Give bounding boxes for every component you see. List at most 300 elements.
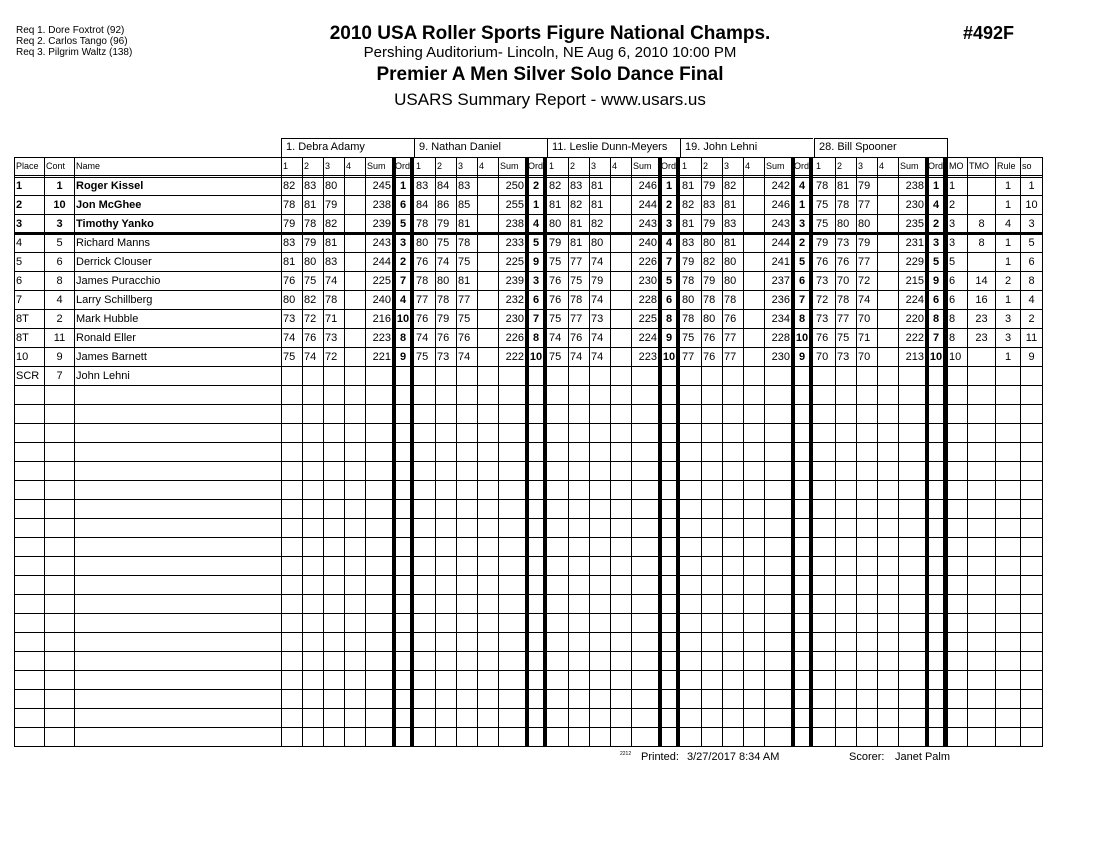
judge-header-5: 28. Bill Spooner <box>819 141 897 153</box>
grid-line <box>1020 157 1021 747</box>
score-cell <box>416 367 434 385</box>
ordinal-cell: 1 <box>798 199 806 211</box>
ordinal-cell: 1 <box>932 180 940 192</box>
score-cell: 78 <box>837 294 850 306</box>
grid-line <box>589 157 590 747</box>
sum-cell: 220 <box>905 313 924 325</box>
score-cell: 79 <box>549 237 562 249</box>
ordinal-cell: 5 <box>665 275 673 287</box>
score-cell: 85 <box>458 199 471 211</box>
score-cell: 76 <box>837 256 850 268</box>
score-cell <box>346 196 364 214</box>
sum-cell: 244 <box>638 199 657 211</box>
sum-cell: 243 <box>638 218 657 230</box>
score-cell: 83 <box>682 237 695 249</box>
place-cell: 3 <box>16 218 23 230</box>
score-cell <box>612 367 630 385</box>
sum-cell: 245 <box>372 180 391 192</box>
report-title: 2010 USA Roller Sports Figure National Champs. <box>329 23 771 44</box>
score-cell <box>745 196 763 214</box>
score-cell: 81 <box>549 199 562 211</box>
extra-cell-so <box>1022 367 1041 385</box>
score-cell <box>682 367 700 385</box>
extra-cell-mo: 1 <box>949 180 956 192</box>
score-cell: 81 <box>458 218 471 230</box>
ordinal-cell: 6 <box>932 294 940 306</box>
skater-name: Ronald Eller <box>76 332 136 344</box>
grid-line <box>568 157 569 747</box>
ordinal-cell: 7 <box>665 256 673 268</box>
skater-name: Mark Hubble <box>76 313 139 325</box>
extra-cell-tmo <box>969 348 994 366</box>
score-cell <box>479 329 497 347</box>
sum-cell: 225 <box>372 275 391 287</box>
ordinal-cell: 10 <box>662 351 676 363</box>
score-cell: 73 <box>437 351 450 363</box>
sum-cell: 232 <box>505 294 524 306</box>
extra-cell-mo: 2 <box>949 199 956 211</box>
sum-cell: 236 <box>771 294 790 306</box>
extra-cell-mo: 6 <box>949 275 956 287</box>
sum-cell: 230 <box>771 351 790 363</box>
ordinal-cell: 2 <box>399 256 407 268</box>
extra-cell-tmo: 23 <box>975 313 988 325</box>
score-cell <box>479 367 497 385</box>
ordinal-cell: 10 <box>396 313 410 325</box>
ordinal-cell: 8 <box>932 313 940 325</box>
score-cell: 79 <box>304 237 317 249</box>
ordinal-cell <box>529 367 543 385</box>
score-cell: 72 <box>304 313 317 325</box>
score-cell: 71 <box>325 313 338 325</box>
score-cell <box>879 272 897 290</box>
extra-cell-rule: 4 <box>1004 218 1012 230</box>
score-cell <box>612 348 630 366</box>
score-cell: 83 <box>458 180 471 192</box>
cont-cell: 5 <box>56 237 63 249</box>
score-cell <box>612 310 630 328</box>
scorer-label: Scorer: <box>849 751 885 763</box>
ordinal-cell: 7 <box>798 294 806 306</box>
score-cell: 73 <box>816 275 829 287</box>
sum-cell: 225 <box>505 256 524 268</box>
extra-cell-tmo <box>969 367 994 385</box>
cont-cell: 4 <box>56 294 63 306</box>
score-cell: 73 <box>837 351 850 363</box>
score-cell: 74 <box>591 294 604 306</box>
score-cell: 75 <box>682 332 695 344</box>
extra-cell-so: 8 <box>1028 275 1035 287</box>
score-cell <box>346 310 364 328</box>
place-cell: 8T <box>16 313 29 325</box>
column-header-j4-3: 3 <box>724 161 730 171</box>
column-header-j4-2: 2 <box>703 161 709 171</box>
sum-cell: 242 <box>771 180 790 192</box>
sum-cell: 238 <box>905 180 924 192</box>
score-cell <box>612 272 630 290</box>
score-cell: 79 <box>437 313 450 325</box>
score-cell <box>479 310 497 328</box>
column-header-j2-1: 1 <box>416 161 422 171</box>
ordinal-cell: 2 <box>932 218 940 230</box>
extra-cell-tmo: 16 <box>975 294 988 306</box>
score-cell <box>879 291 897 309</box>
extra-cell-tmo: 8 <box>978 218 985 230</box>
sum-cell: 238 <box>372 199 391 211</box>
extra-cell-so: 9 <box>1028 351 1035 363</box>
score-cell: 72 <box>858 275 871 287</box>
score-cell: 74 <box>304 351 317 363</box>
extra-cell-rule: 1 <box>1004 256 1012 268</box>
cont-cell: 9 <box>56 351 63 363</box>
sum-cell: 228 <box>771 332 790 344</box>
score-cell: 78 <box>682 313 695 325</box>
column-header-j2-2: 2 <box>437 161 443 171</box>
place-cell: 2 <box>16 199 23 211</box>
grid-line <box>856 157 857 747</box>
score-cell <box>612 253 630 271</box>
score-cell: 72 <box>325 351 338 363</box>
score-cell: 70 <box>858 313 871 325</box>
score-cell: 80 <box>325 180 338 192</box>
score-cell: 78 <box>837 199 850 211</box>
place-cell: 5 <box>16 256 23 268</box>
score-cell: 83 <box>304 180 317 192</box>
ordinal-cell: 6 <box>399 199 407 211</box>
ordinal-cell: 1 <box>399 180 407 192</box>
column-header-j1-1: 1 <box>283 161 289 171</box>
score-cell: 81 <box>682 180 695 192</box>
skater-name: Roger Kissel <box>76 180 144 192</box>
sum-cell: 216 <box>372 313 391 325</box>
grid-line <box>764 157 765 747</box>
score-cell <box>346 329 364 347</box>
cont-cell: 10 <box>53 199 66 211</box>
score-cell: 78 <box>682 275 695 287</box>
ordinal-cell: 9 <box>932 275 940 287</box>
judge-header-1: 1. Debra Adamy <box>286 141 365 153</box>
score-cell <box>745 234 763 252</box>
cont-cell: 6 <box>56 256 63 268</box>
grid-line <box>14 157 15 747</box>
score-cell: 81 <box>724 237 737 249</box>
sum-cell: 224 <box>638 332 657 344</box>
score-cell: 75 <box>549 351 562 363</box>
score-cell: 82 <box>682 199 695 211</box>
score-cell: 81 <box>458 275 471 287</box>
column-header-j2-4: 4 <box>479 161 485 171</box>
grid-line <box>947 138 948 157</box>
score-cell: 79 <box>858 237 871 249</box>
extra-cell-rule: 1 <box>1004 351 1012 363</box>
grid-line <box>877 157 878 747</box>
score-cell: 80 <box>549 218 562 230</box>
score-cell: 76 <box>703 332 716 344</box>
score-cell: 80 <box>283 294 296 306</box>
ordinal-cell: 4 <box>932 199 940 211</box>
cont-cell: 3 <box>56 218 63 230</box>
sum-cell: 244 <box>771 237 790 249</box>
score-cell: 84 <box>416 199 429 211</box>
sum-cell: 222 <box>905 332 924 344</box>
ordinal-cell: 6 <box>532 294 540 306</box>
skater-name: Richard Manns <box>76 237 150 249</box>
score-cell <box>591 367 609 385</box>
score-cell: 80 <box>682 294 695 306</box>
score-cell: 79 <box>816 237 829 249</box>
sum-cell: 223 <box>638 351 657 363</box>
score-cell: 75 <box>549 313 562 325</box>
ordinal-cell: 3 <box>665 218 673 230</box>
report-line: USARS Summary Report - www.usars.us <box>394 90 706 109</box>
grid-line <box>74 157 75 747</box>
score-cell <box>346 348 364 366</box>
score-cell: 82 <box>703 256 716 268</box>
skater-name: Timothy Yanko <box>76 218 154 230</box>
score-cell <box>479 177 497 195</box>
score-cell: 77 <box>458 294 471 306</box>
score-cell <box>346 291 364 309</box>
score-cell: 77 <box>570 313 583 325</box>
score-cell <box>479 348 497 366</box>
extra-cell-mo: 3 <box>949 237 956 249</box>
score-cell: 78 <box>703 294 716 306</box>
score-cell: 82 <box>591 218 604 230</box>
score-cell: 74 <box>591 351 604 363</box>
grid-line <box>498 157 499 747</box>
score-cell: 81 <box>304 199 317 211</box>
score-cell: 81 <box>724 199 737 211</box>
ordinal-cell: 7 <box>399 275 407 287</box>
extra-cell-mo <box>949 367 966 385</box>
score-cell <box>479 215 497 233</box>
score-cell: 74 <box>283 332 296 344</box>
ordinal-cell: 2 <box>532 180 540 192</box>
score-cell: 81 <box>283 256 296 268</box>
score-cell: 81 <box>837 180 850 192</box>
column-header-so: so <box>1022 161 1032 171</box>
score-cell: 82 <box>570 199 583 211</box>
score-cell: 76 <box>416 256 429 268</box>
requirement-1: Req 1. Dore Foxtrot (92) <box>16 25 125 36</box>
extra-cell-rule: 3 <box>1004 332 1012 344</box>
sum-cell: 240 <box>372 294 391 306</box>
score-cell: 75 <box>816 218 829 230</box>
column-header-j3-2: 2 <box>570 161 576 171</box>
score-cell: 81 <box>591 180 604 192</box>
score-cell: 70 <box>858 351 871 363</box>
score-cell <box>479 196 497 214</box>
score-cell: 76 <box>549 275 562 287</box>
score-cell: 75 <box>437 237 450 249</box>
sum-cell: 223 <box>372 332 391 344</box>
score-cell: 83 <box>283 237 296 249</box>
grid-line <box>477 157 478 747</box>
extra-cell-so: 5 <box>1028 237 1035 249</box>
score-cell: 76 <box>304 332 317 344</box>
score-cell: 77 <box>570 256 583 268</box>
score-cell: 76 <box>816 256 829 268</box>
tiny-code: 2212 <box>620 751 632 757</box>
score-cell: 78 <box>816 180 829 192</box>
column-header-j5-2: 2 <box>837 161 843 171</box>
score-cell: 80 <box>724 275 737 287</box>
score-cell: 78 <box>283 199 296 211</box>
ordinal-cell: 9 <box>798 351 806 363</box>
score-cell: 80 <box>703 313 716 325</box>
score-cell: 74 <box>325 275 338 287</box>
column-header-j3-sum: Sum <box>633 161 652 171</box>
column-header-j5-ord: Ord <box>928 161 943 171</box>
sum-cell: 243 <box>372 237 391 249</box>
grid-line <box>1042 157 1043 747</box>
sum-cell: 230 <box>505 313 524 325</box>
score-cell <box>346 272 364 290</box>
score-cell: 74 <box>591 256 604 268</box>
grid-line <box>676 157 680 747</box>
score-cell <box>612 234 630 252</box>
score-cell: 79 <box>703 275 716 287</box>
sum-cell: 230 <box>638 275 657 287</box>
score-cell: 71 <box>858 332 871 344</box>
skater-name: Jon McGhee <box>76 199 142 211</box>
sum-cell <box>500 367 524 385</box>
score-cell: 81 <box>591 199 604 211</box>
column-header-place: Place <box>16 161 39 171</box>
ordinal-cell: 2 <box>665 199 673 211</box>
score-cell: 82 <box>304 294 317 306</box>
score-cell: 79 <box>325 199 338 211</box>
score-cell: 80 <box>858 218 871 230</box>
score-cell: 77 <box>837 313 850 325</box>
ordinal-cell <box>795 367 809 385</box>
score-cell: 78 <box>570 294 583 306</box>
score-cell: 83 <box>570 180 583 192</box>
judge-header-2: 9. Nathan Daniel <box>419 141 501 153</box>
judge-header-4: 19. John Lehni <box>685 141 758 153</box>
ordinal-cell: 8 <box>798 313 806 325</box>
score-cell: 75 <box>549 256 562 268</box>
skater-name: Derrick Clouser <box>76 256 152 268</box>
score-cell: 81 <box>570 218 583 230</box>
column-header-j1-sum: Sum <box>367 161 386 171</box>
ordinal-cell <box>929 367 943 385</box>
ordinal-cell: 2 <box>798 237 806 249</box>
score-cell: 70 <box>837 275 850 287</box>
extra-cell-mo: 8 <box>949 332 956 344</box>
score-cell <box>745 310 763 328</box>
column-header-j3-1: 1 <box>549 161 555 171</box>
extra-cell-rule: 1 <box>1004 294 1012 306</box>
score-cell: 78 <box>304 218 317 230</box>
grid-line <box>898 157 899 747</box>
score-cell: 78 <box>416 275 429 287</box>
score-cell <box>612 215 630 233</box>
score-cell: 74 <box>458 351 471 363</box>
score-cell: 77 <box>682 351 695 363</box>
extra-cell-so: 6 <box>1028 256 1035 268</box>
score-cell: 80 <box>837 218 850 230</box>
cont-cell: 11 <box>53 332 66 344</box>
extra-cell-tmo: 14 <box>975 275 988 287</box>
place-cell: 6 <box>16 275 23 287</box>
score-cell: 79 <box>703 180 716 192</box>
ordinal-cell: 6 <box>798 275 806 287</box>
ordinal-cell: 4 <box>798 180 806 192</box>
score-cell: 77 <box>724 351 737 363</box>
score-cell: 81 <box>570 237 583 249</box>
ordinal-cell: 3 <box>399 237 407 249</box>
score-cell <box>745 367 763 385</box>
score-cell: 82 <box>283 180 296 192</box>
score-cell <box>479 253 497 271</box>
sum-cell: 250 <box>505 180 524 192</box>
column-header-j4-4: 4 <box>745 161 751 171</box>
sum-cell: 237 <box>771 275 790 287</box>
score-cell: 76 <box>416 313 429 325</box>
score-cell: 80 <box>304 256 317 268</box>
column-header-j5-3: 3 <box>858 161 864 171</box>
score-cell <box>570 367 588 385</box>
score-cell <box>879 367 897 385</box>
extra-cell-tmo <box>969 177 994 195</box>
column-header-rule: Rule <box>997 161 1016 171</box>
score-cell: 77 <box>416 294 429 306</box>
extra-cell-rule <box>997 367 1019 385</box>
score-cell: 78 <box>416 218 429 230</box>
score-cell: 75 <box>570 275 583 287</box>
ordinal-cell: 9 <box>532 256 540 268</box>
sum-cell: 215 <box>905 275 924 287</box>
ordinal-cell: 7 <box>932 332 940 344</box>
extra-cell-mo: 8 <box>949 313 956 325</box>
score-cell: 76 <box>703 351 716 363</box>
score-cell: 76 <box>458 332 471 344</box>
ordinal-cell <box>662 367 676 385</box>
score-cell <box>346 177 364 195</box>
place-cell: 7 <box>16 294 23 306</box>
score-cell: 78 <box>724 294 737 306</box>
requirement-3: Req 3. Pilgrim Waltz (138) <box>16 47 133 58</box>
sum-cell: 226 <box>505 332 524 344</box>
extra-cell-mo: 10 <box>949 351 962 363</box>
grid-line <box>44 157 45 747</box>
sum-cell: 238 <box>505 218 524 230</box>
score-cell <box>458 367 476 385</box>
ordinal-cell: 9 <box>665 332 673 344</box>
extra-cell-so: 1 <box>1028 180 1035 192</box>
sum-cell: 239 <box>505 275 524 287</box>
score-cell <box>837 367 855 385</box>
score-cell: 82 <box>724 180 737 192</box>
grid-line <box>947 157 948 747</box>
score-cell: 79 <box>858 180 871 192</box>
ordinal-cell: 10 <box>795 332 809 344</box>
score-cell: 81 <box>682 218 695 230</box>
extra-cell-mo: 3 <box>949 218 956 230</box>
sum-cell: 213 <box>905 351 924 363</box>
column-header-name: Name <box>76 161 101 171</box>
score-cell: 74 <box>570 351 583 363</box>
ordinal-cell: 10 <box>929 351 943 363</box>
extra-cell-tmo: 23 <box>975 332 988 344</box>
score-cell <box>346 367 364 385</box>
score-cell <box>879 329 897 347</box>
sum-cell: 229 <box>905 256 924 268</box>
score-cell: 80 <box>724 256 737 268</box>
grid-line <box>610 157 611 747</box>
grid-line <box>631 157 632 747</box>
